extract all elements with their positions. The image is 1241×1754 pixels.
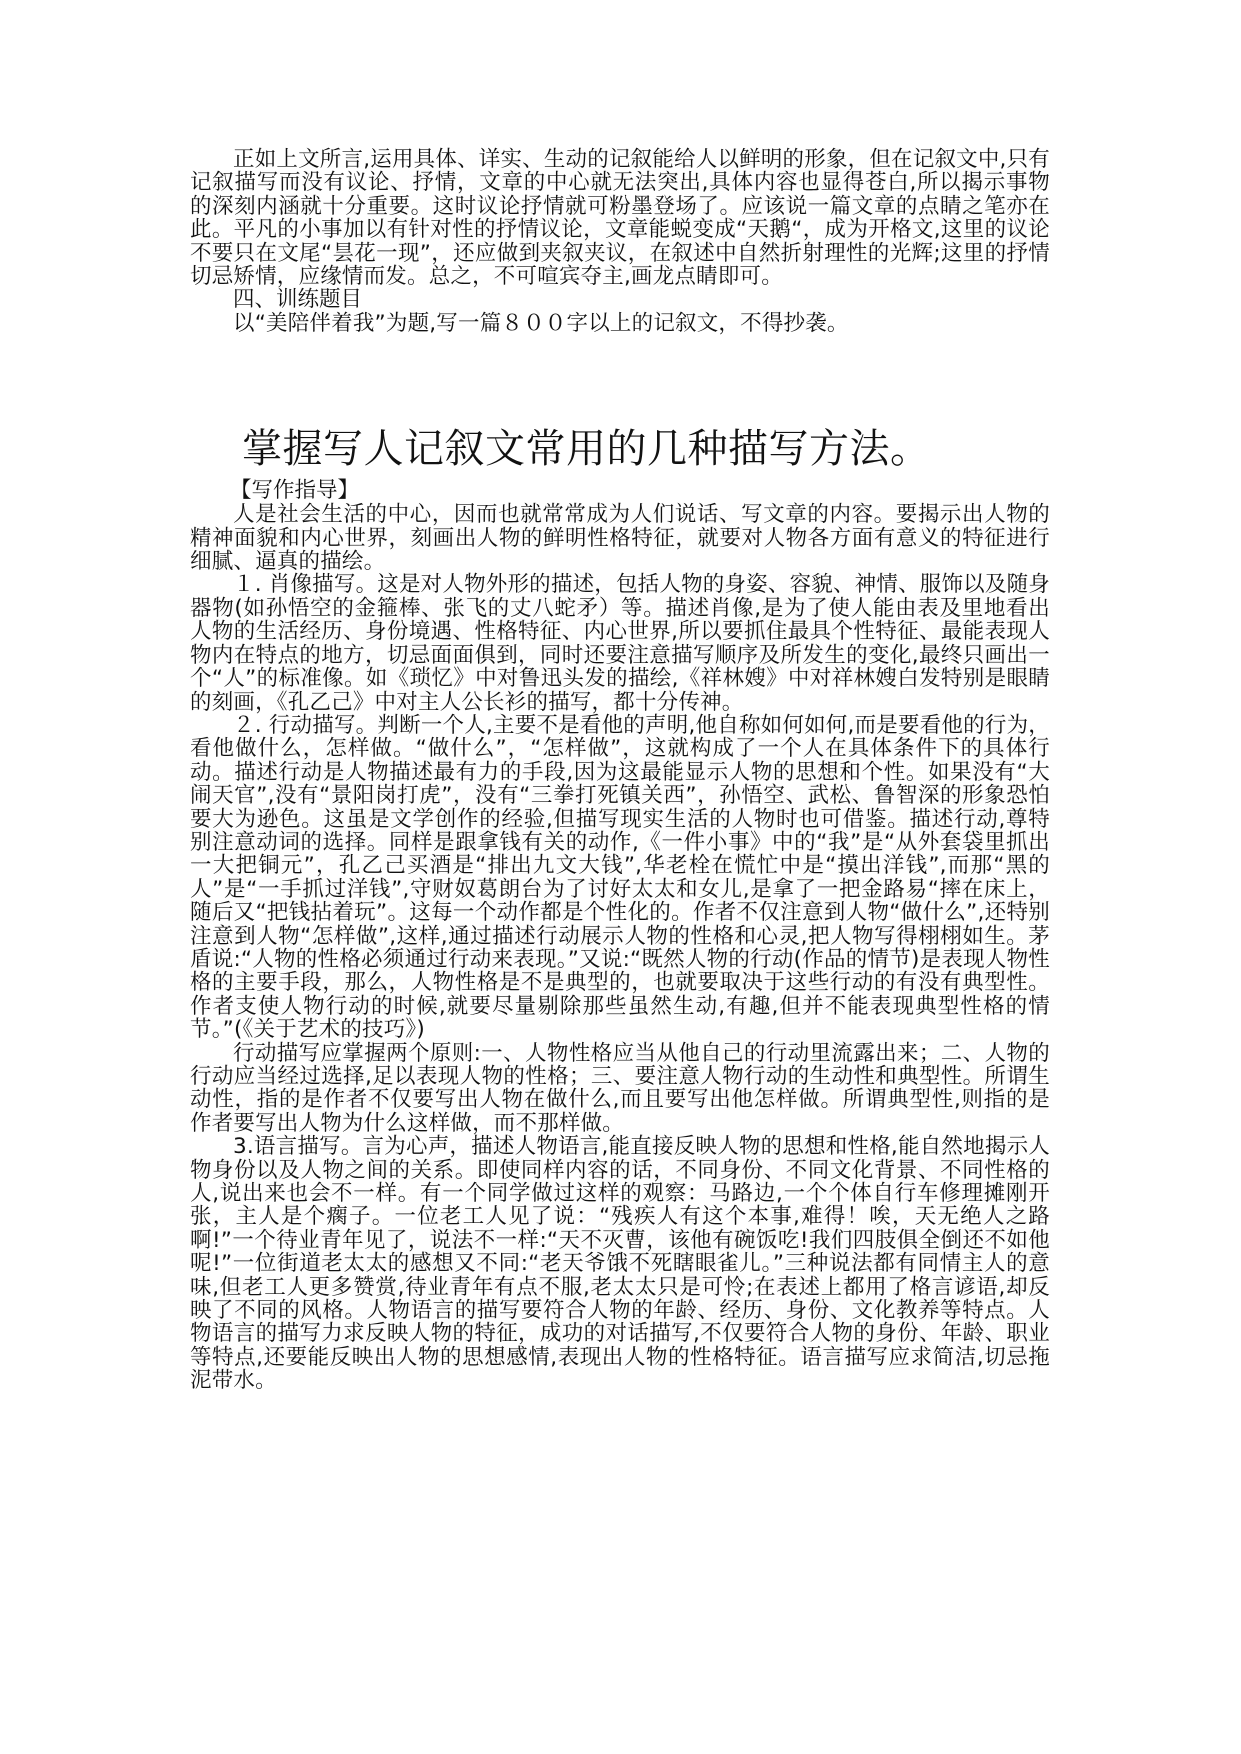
document-page: [190, 148, 1050, 1393]
article-paragraph: 人是社会生活的中心，因而也就常常成为人们说话、写文章的内容。要揭示出人物的精神面貌和内心世界，刻画出人物的鲜明性格特征，就要对人物各方面有意义的特征进行细腻、逼真的描绘。: [190, 502, 1050, 575]
writing-task: 以“美陪伴着我”为题,写一篇８００字以上的记叙文，不得抄袭。: [233, 310, 849, 336]
article-title: 掌握写人记叙文常用的几种描写方法。: [242, 426, 931, 473]
writing-guide-label: 【写作指导】: [230, 478, 360, 504]
article-paragraph: １. 肖像描写。这是对人物外形的描述，包括人物的身姿、容貌、神情、服饰以及随身器物(如孙悟空的金箍棒、张飞的丈八蛇矛）等。描述肖像,是为了使人能由表及里地看出人物的生活经历、身份境遇、性格特征、内心世界,所以要抓住最具个性特征、最能表现人物内在特点的地方，切忌面面俱到，同时还要注意描写顺序及所发生的变化,最终只画出一个“人”的标准像。如《琐忆》中对鲁迅头发的描绘,《祥林嫂》中对祥林嫂白发特别是眼睛的刻画，《孔乙己》中对主人公长衫的描写，都十分传神。: [190, 572, 1050, 715]
article-paragraph: ２. 行动描写。判断一个人,主要不是看他的声明,他自称如何如何,而是要看他的行为，看他做什么，怎样做。“做什么”，“怎样做”，这就构成了一个人在具体条件下的具体行动。描述行动是人物描述最有力的手段,因为这最能显示人物的思想和个性。如果没有“大闹天官”,没有“景阳岗打虎”，没有“三拳打死镇关西”，孙悟空、武松、鲁智深的形象恐怕要大为逊色。这虽是文学创作的经验,但描写现实生活的人物时也可借鉴。描述行动,尊特别注意动词的选择。同样是跟拿钱有关的动作,《一件小事》中的“我”是“从外套袋里抓出一大把铜元”，孔乙己买酒是“排出九文大钱”,华老栓在慌忙中是“摸出洋钱”,而那“黑的人”是“一手抓过洋钱”,守财奴葛朗台为了讨好太太和女儿,是拿了一把金路易“摔在床上，随后又“把钱拈着玩”。这每一个动作都是个性化的。作者不仅注意到人物“做什么”,还特别注意到人物“怎样做”,这样,通过描述行动展示人物的性格和心灵,把人物写得栩栩如生。茅盾说:“人物的性格必须通过行动来表现。”又说:“既然人物的行动(作品的情节)是表现人物性格的主要手段，那么，人物性格是不是典型的，也就要取决于这些行动的有没有典型性。作者支使人物行动的时候,就要尽量剔除那些虽然生动,有趣,但并不能表现典型性格的情节。”(《关于艺术的技巧》): [190, 712, 1050, 1043]
article-paragraph: 3.语言描写。言为心声，描述人物语言,能直接反映人物的思想和性格,能自然地揭示人物身份以及人物之间的关系。即使同样内容的话，不同身份、不同文化背景、不同性格的人,说出来也会不一样。有一个同学做过这样的观察：马路边,一个个体自行车修理摊刚开张，主人是个瘸子。一位老工人见了说：“残疾人有这个本事,难得！唉，天无绝人之路啊!”一个待业青年见了，说法不一样:“天不灭曹，该他有碗饭吃!我们四肢俱全倒还不如他呢!”一位街道老太太的感想又不同:“老天爷饿不死瞎眼雀儿。”三种说法都有同情主人的意味,但老工人更多赞赏,待业青年有点不服,老太太只是可怜;在表述上都用了格言谚语,却反映了不同的风格。人物语言的描写要符合人物的年龄、经历、身份、文化教养等特点。人物语言的描写力求反映人物的特征，成功的对话描写,不仅要符合人物的身份、年龄、职业等特点,还要能反映出人物的思想感情,表现出人物的性格特征。语言描写应求简洁,切忌拖泥带水。: [190, 1134, 1051, 1394]
spacer: [190, 335, 1050, 425]
intro-paragraph: 正如上文所言,运用具体、详实、生动的记叙能给人以鲜明的形象，但在记叙文中,只有记叙描写而没有议论、抒情，文章的中心就无法突出,具体内容也显得苍白,所以揭示事物的深刻内涵就十分重要。这时议论抒情就可粉墨登场了。应该说一篇文章的点睛之笔亦在此。平凡的小事加以有针对性的抒情议论，文章能蜕变成“天鹅“，成为开格文,这里的议论不要只在文尾“昙花一现”，还应做到夹叙夹议，在叙述中自然折射理性的光辉;这里的抒情切忌矫情，应缘情而发。总之，不可喧宾夺主,画龙点睛即可。: [190, 147, 1050, 290]
article-paragraph: 行动描写应掌握两个原则:一、人物性格应当从他自己的行动里流露出来；二、人物的行动应当经过选择,足以表现人物的性格；三、要注意人物行动的生动性和典型性。所谓生动性，指的是作者不仅要写出人物在做什么,而且要写出他怎样做。所谓典型性,则指的是作者要写出人物为什么这样做，而不那样做。: [190, 1040, 1050, 1136]
section-heading: 四、训练题目: [233, 287, 363, 313]
